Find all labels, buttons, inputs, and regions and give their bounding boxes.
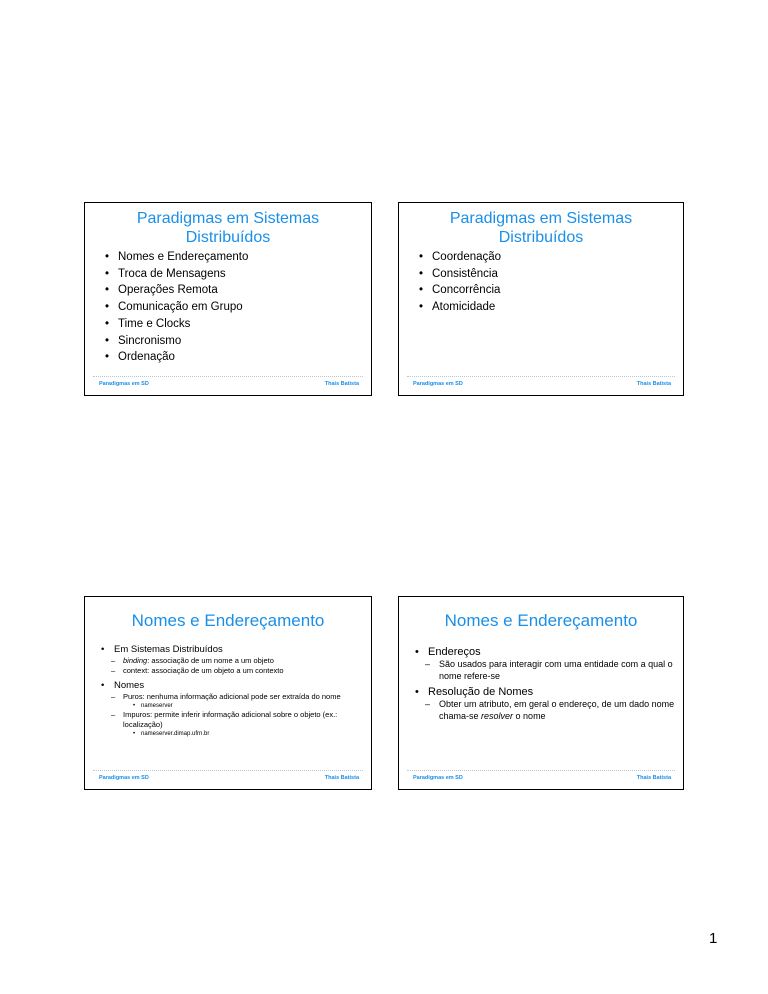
bullet-list (419, 249, 677, 316)
slide-2 (398, 202, 684, 396)
sub-bullet-item: – São usados para interagir com uma entidade com a qual o nome refere-se (415, 659, 677, 682)
footer-course: Paradigmas em SD (99, 775, 149, 781)
sub-bullet-item (415, 699, 677, 722)
bullet-item: • Nomes (101, 679, 365, 692)
footer-course: Paradigmas em SD (99, 381, 149, 387)
footer-course: Paradigmas em SD (413, 775, 463, 781)
term-emphasis: binding (123, 656, 148, 665)
footer-divider (407, 376, 675, 377)
sub-bullet-item: – Impuros: permite inferir informação adicional sobre o objeto (ex.: localização) (101, 710, 365, 730)
bullet-item: • Ordenação (105, 349, 365, 366)
bullet-item: • Nomes e Endereçamento (105, 249, 365, 266)
footer-author: Thais Batista (324, 381, 359, 387)
sub-bullet-item: – context: associação de um objeto a um contexto (101, 666, 365, 676)
footer-divider (93, 376, 363, 377)
slide-3 (84, 596, 372, 790)
slide-title: Nomes e Endereçamento (444, 611, 638, 630)
bullet-list (105, 249, 365, 366)
slide-title: Nomes e Endereçamento (131, 611, 325, 630)
bullet-item: • Sincronismo (105, 333, 365, 350)
bullet-item: • Resolução de Nomes (415, 685, 677, 699)
sub-bullet-text: Obter um atributo, em geral o endereço, de um dado nome chama-se (439, 699, 675, 721)
page-number: 1 (709, 930, 718, 947)
slide-4 (398, 596, 684, 790)
footer-divider (407, 770, 675, 771)
sub-bullet-text: : associação de um nome a um objeto (147, 656, 274, 665)
slide-title: Paradigmas em Sistemas Distribuídos (449, 210, 633, 246)
bullet-item: • Operações Remota (105, 282, 365, 299)
bullet-item: • Troca de Mensagens (105, 266, 365, 283)
sub-sub-bullet-item: • nameserver.dimap.ufrn.br (101, 730, 365, 738)
sub-bullet-item (101, 656, 365, 666)
footer-author: Thais Batista (324, 775, 359, 781)
sub-sub-bullet-item: • nameserver (101, 702, 365, 710)
bullet-item: • Comunicação em Grupo (105, 299, 365, 316)
bullet-item: • Time e Clocks (105, 316, 365, 333)
sub-bullet-text: o nome (513, 710, 546, 721)
footer-author: Thais Batista (636, 775, 671, 781)
term-emphasis: resolver (481, 710, 514, 721)
bullet-item: • Concorrência (419, 282, 677, 299)
footer-divider (93, 770, 363, 771)
sub-bullet-item: – Puros: nenhuma informação adicional pode ser extraída do nome (101, 692, 365, 702)
footer-course: Paradigmas em SD (413, 381, 463, 387)
bullet-item: • Consistência (419, 266, 677, 283)
slide-title: Paradigmas em Sistemas Distribuídos (136, 210, 320, 246)
bullet-item: • Atomicidade (419, 299, 677, 316)
slide-1 (84, 202, 372, 396)
bullet-list (415, 645, 677, 722)
bullet-item: • Em Sistemas Distribuídos (101, 643, 365, 656)
bullet-list (101, 643, 365, 738)
bullet-item: • Endereços (415, 645, 677, 659)
footer-author: Thais Batista (636, 381, 671, 387)
bullet-item: • Coordenação (419, 249, 677, 266)
